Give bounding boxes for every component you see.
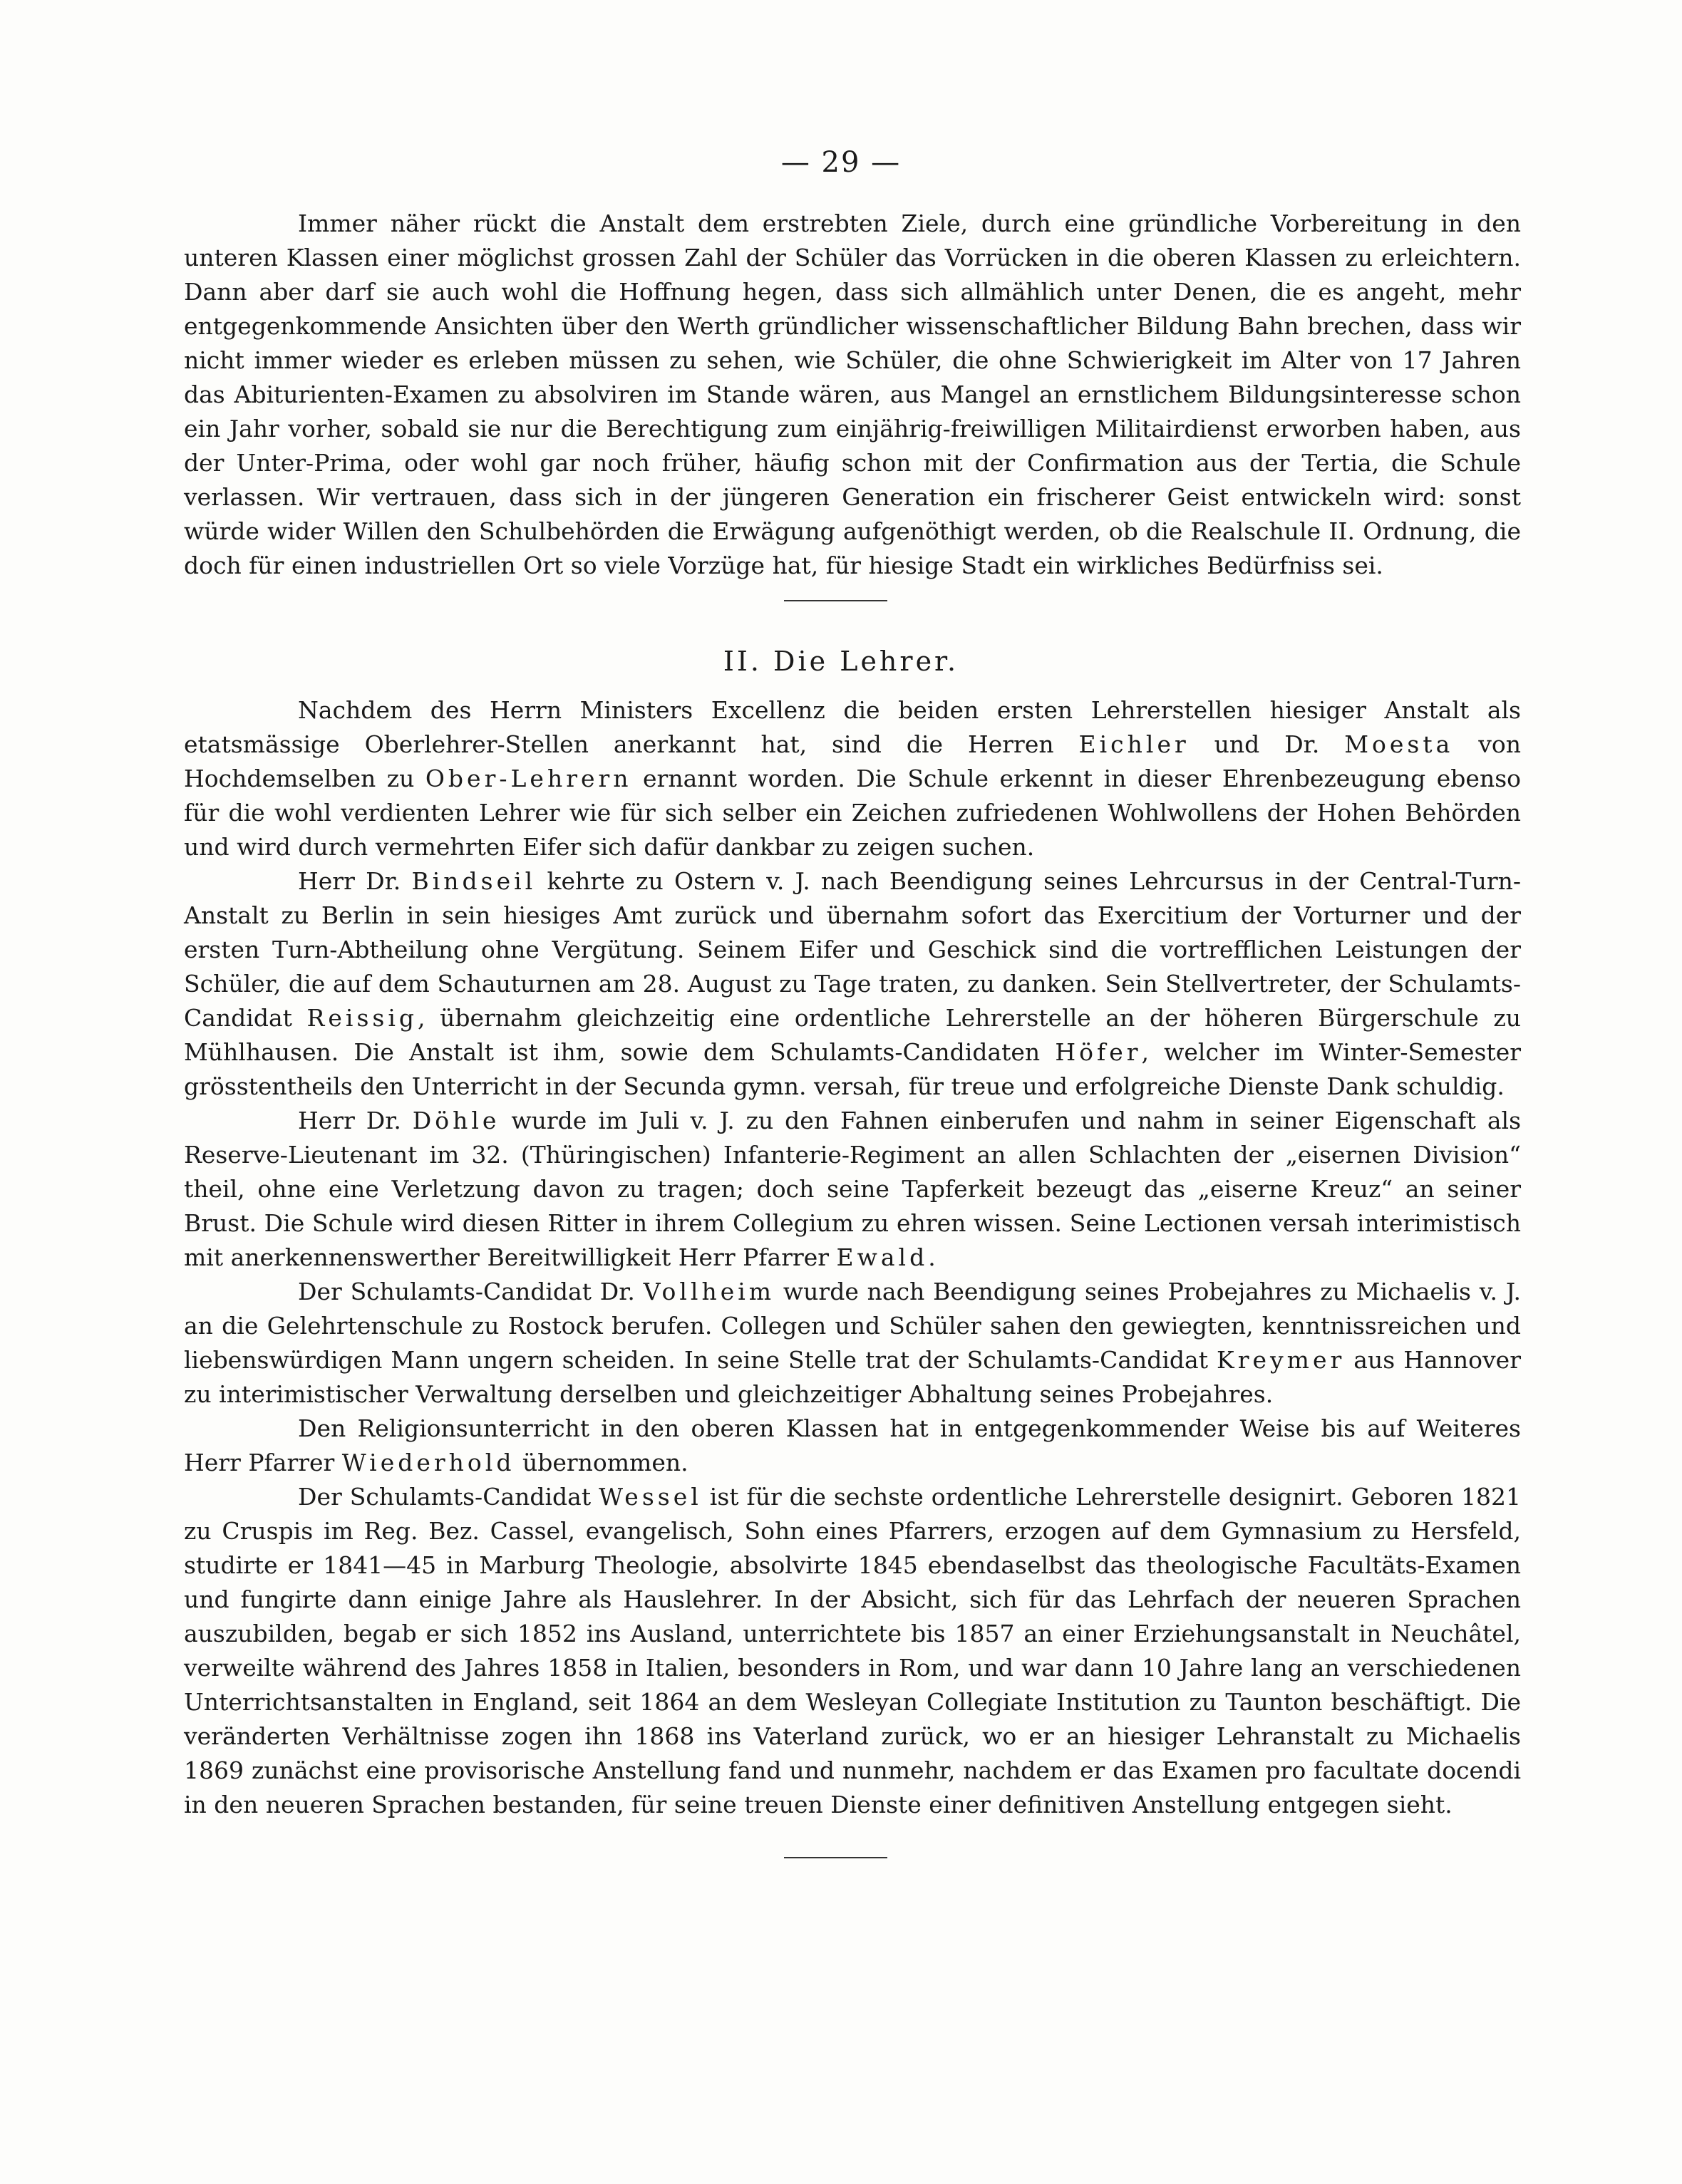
paragraph-oberlehrer: Nachdem des Herrn Ministers Excellenz die beiden ersten Lehrerstellen hiesiger Anstalt als etatsmässige Oberlehrer-Stellen anerkannt hat, sind die Herren Eichler und Dr. Moesta von Hochdemselben zu Ober-Lehrern ernannt worden. Die Schule erkennt in dieser Ehrenbezeugung ebenso für die wohl verdienten Lehrer wie für sich selber ein Zeichen zufriedenen Wohlwollens der Hohen Behörden und wird durch vermehrten Eifer sich dafür dankbar zu zeigen suchen. <box>184 696 1521 861</box>
intro-paragraph: Immer näher rückt die Anstalt dem erstrebten Ziele, durch eine gründliche Vorbereitung in den unteren Klassen einer möglichst grossen Zahl der Schüler das Vorrücken in die oberen Klassen zu erleichtern. Dann aber darf sie auch wohl die Hoffnung hegen, dass sich allmählich unter Denen, die es angeht, mehr entgegenkommende Ansichten über den Werth gründlicher wissenschaftlicher Bildung Bahn brechen, dass wir nicht immer wieder es erleben müssen zu sehen, wie Schüler, die ohne Schwierigkeit im Alter von 17 Jahren das Abiturienten-Examen zu absolviren im Stande wären, aus Mangel an ernstlichem Bildungsinteresse schon ein Jahr vorher, sobald sie nur die Berechtigung zum einjährig-freiwilligen Militairdienst erworben haben, aus der Unter-Prima, oder wohl gar noch früher, häufig schon mit der Confirmation aus der Tertia, die Schule verlassen. Wir vertrauen, dass sich in der jüngeren Generation ein frischerer Geist entwickeln wird: sonst würde wider Willen den Schulbehörden die Erwägung aufgenöthigt werden, ob die Realschule II. Ordnung, die doch für einen industriellen Ort so viele Vorzüge hat, für hiesige Stadt ein wirkliches Bedürfniss sei. <box>184 209 1521 579</box>
separator-rule-bottom <box>784 1857 887 1858</box>
page-number: — 29 — <box>780 146 902 179</box>
person-name: Döhle <box>412 1107 500 1134</box>
paragraph-wessel: Der Schulamts-Candidat Wessel ist für die sechste ordentliche Lehrerstelle designirt. Geboren 1821 zu Cruspis im Reg. Bez. Cassel, evangelisch, Sohn eines Pfarrers, erzogen auf dem Gymnasium zu Hersfeld, studirte er 1841—45 in Marburg Theologie, absolvirte 1845 ebendaselbst das theologische Facultäts-Examen und fungirte dann einige Jahre als Hauslehrer. In der Absicht, sich für das Lehrfach der neueren Sprachen auszubilden, begab er sich 1852 ins Ausland, unterrichtete bis 1857 an einer Erziehungsanstalt in Neuchâtel, verweilte während des Jahres 1858 in Italien, besonders in Rom, und war dann 10 Jahre lang an verschiedenen Unterrichtsanstalten in England, seit 1864 an dem Wesleyan Collegiate Institution zu Taunton beschäftigt. Die veränderten Verhältnisse zogen ihn 1868 ins Vaterland zurück, wo er an hiesiger Lehranstalt zu Michaelis 1869 zunächst eine provisorische Anstellung fand und nunmehr, nachdem er das Examen pro facultate docendi in den neueren Sprachen bestanden, für seine treuen Dienste einer definitiven Anstellung entgegen sieht. <box>184 1483 1521 1818</box>
person-name: Vollheim <box>643 1278 775 1305</box>
person-name: Wessel <box>599 1483 702 1511</box>
person-name: Bindseil <box>411 867 537 895</box>
intro-text-block <box>184 207 1521 583</box>
person-name: Wiederhold <box>341 1449 515 1476</box>
paragraph-vollheim: Der Schulamts-Candidat Dr. Vollheim wurde nach Beendigung seines Probejahres zu Michaelis v. J. an die Gelehrtenschule zu Rostock berufen. Collegen und Schüler sahen den gewiegten, kenntnissreichen und liebenswürdigen Mann ungern scheiden. In seine Stelle trat der Schulamts-Candidat Kreymer aus Hannover zu interimistischer Verwaltung derselben und gleichzeitiger Abhaltung seines Probejahres. <box>184 1278 1521 1408</box>
person-name: Höfer <box>1055 1038 1142 1066</box>
person-name: Eichler <box>1078 730 1190 758</box>
person-name: Kreymer <box>1217 1346 1346 1374</box>
person-name: Ewald <box>836 1243 929 1271</box>
paragraph-doehle: Herr Dr. Döhle wurde im Juli v. J. zu den Fahnen einberufen und nahm in seiner Eigenschaft als Reserve-Lieutenant im 32. (Thüringischen) Infanterie-Regiment an allen Schlachten der „eisernen Division“ theil, ohne eine Verletzung davon zu tragen; doch seine Tapferkeit bezeugt das „eiserne Kreuz“ an seiner Brust. Die Schule wird diesen Ritter in ihrem Collegium zu ehren wissen. Seine Lectionen versah interimistisch mit anerkennenswerther Bereitwilligkeit Herr Pfarrer Ewald. <box>184 1107 1522 1271</box>
separator-rule-top <box>784 600 887 601</box>
title-term: Ober-Lehrern <box>425 765 632 792</box>
section-heading: II. Die Lehrer. <box>723 646 959 677</box>
person-name: Moesta <box>1344 730 1454 758</box>
paragraph-bindseil: Herr Dr. Bindseil kehrte zu Ostern v. J. nach Beendigung seines Lehrcursus in der Central-Turn-Anstalt zu Berlin in sein hiesiges Amt zurück und übernahm sofort das Exercitium der Vorturner und der ersten Turn-Abtheilung ohne Vergütung. Seinem Eifer und Geschick sind die vortrefflichen Leistungen der Schüler, die auf dem Schauturnen am 28. August zu Tage traten, zu danken. Sein Stellvertreter, der Schulamts-Candidat Reissig, übernahm gleichzeitig eine ordentliche Lehrerstelle an der höheren Bürgerschule zu Mühlhausen. Die Anstalt ist ihm, sowie dem Schulamts-Candidaten Höfer, welcher im Winter-Semester grösstentheils den Unterricht in der Secunda gymn. versah, für treue und erfolgreiche Dienste Dank schuldig. <box>184 867 1522 1100</box>
teachers-text-block <box>184 693 1521 1822</box>
person-name: Reissig <box>306 1004 418 1032</box>
paragraph-religion: Den Religionsunterricht in den oberen Klassen hat in entgegenkommender Weise bis auf Weiteres Herr Pfarrer Wiederhold übernommen. <box>184 1414 1521 1476</box>
